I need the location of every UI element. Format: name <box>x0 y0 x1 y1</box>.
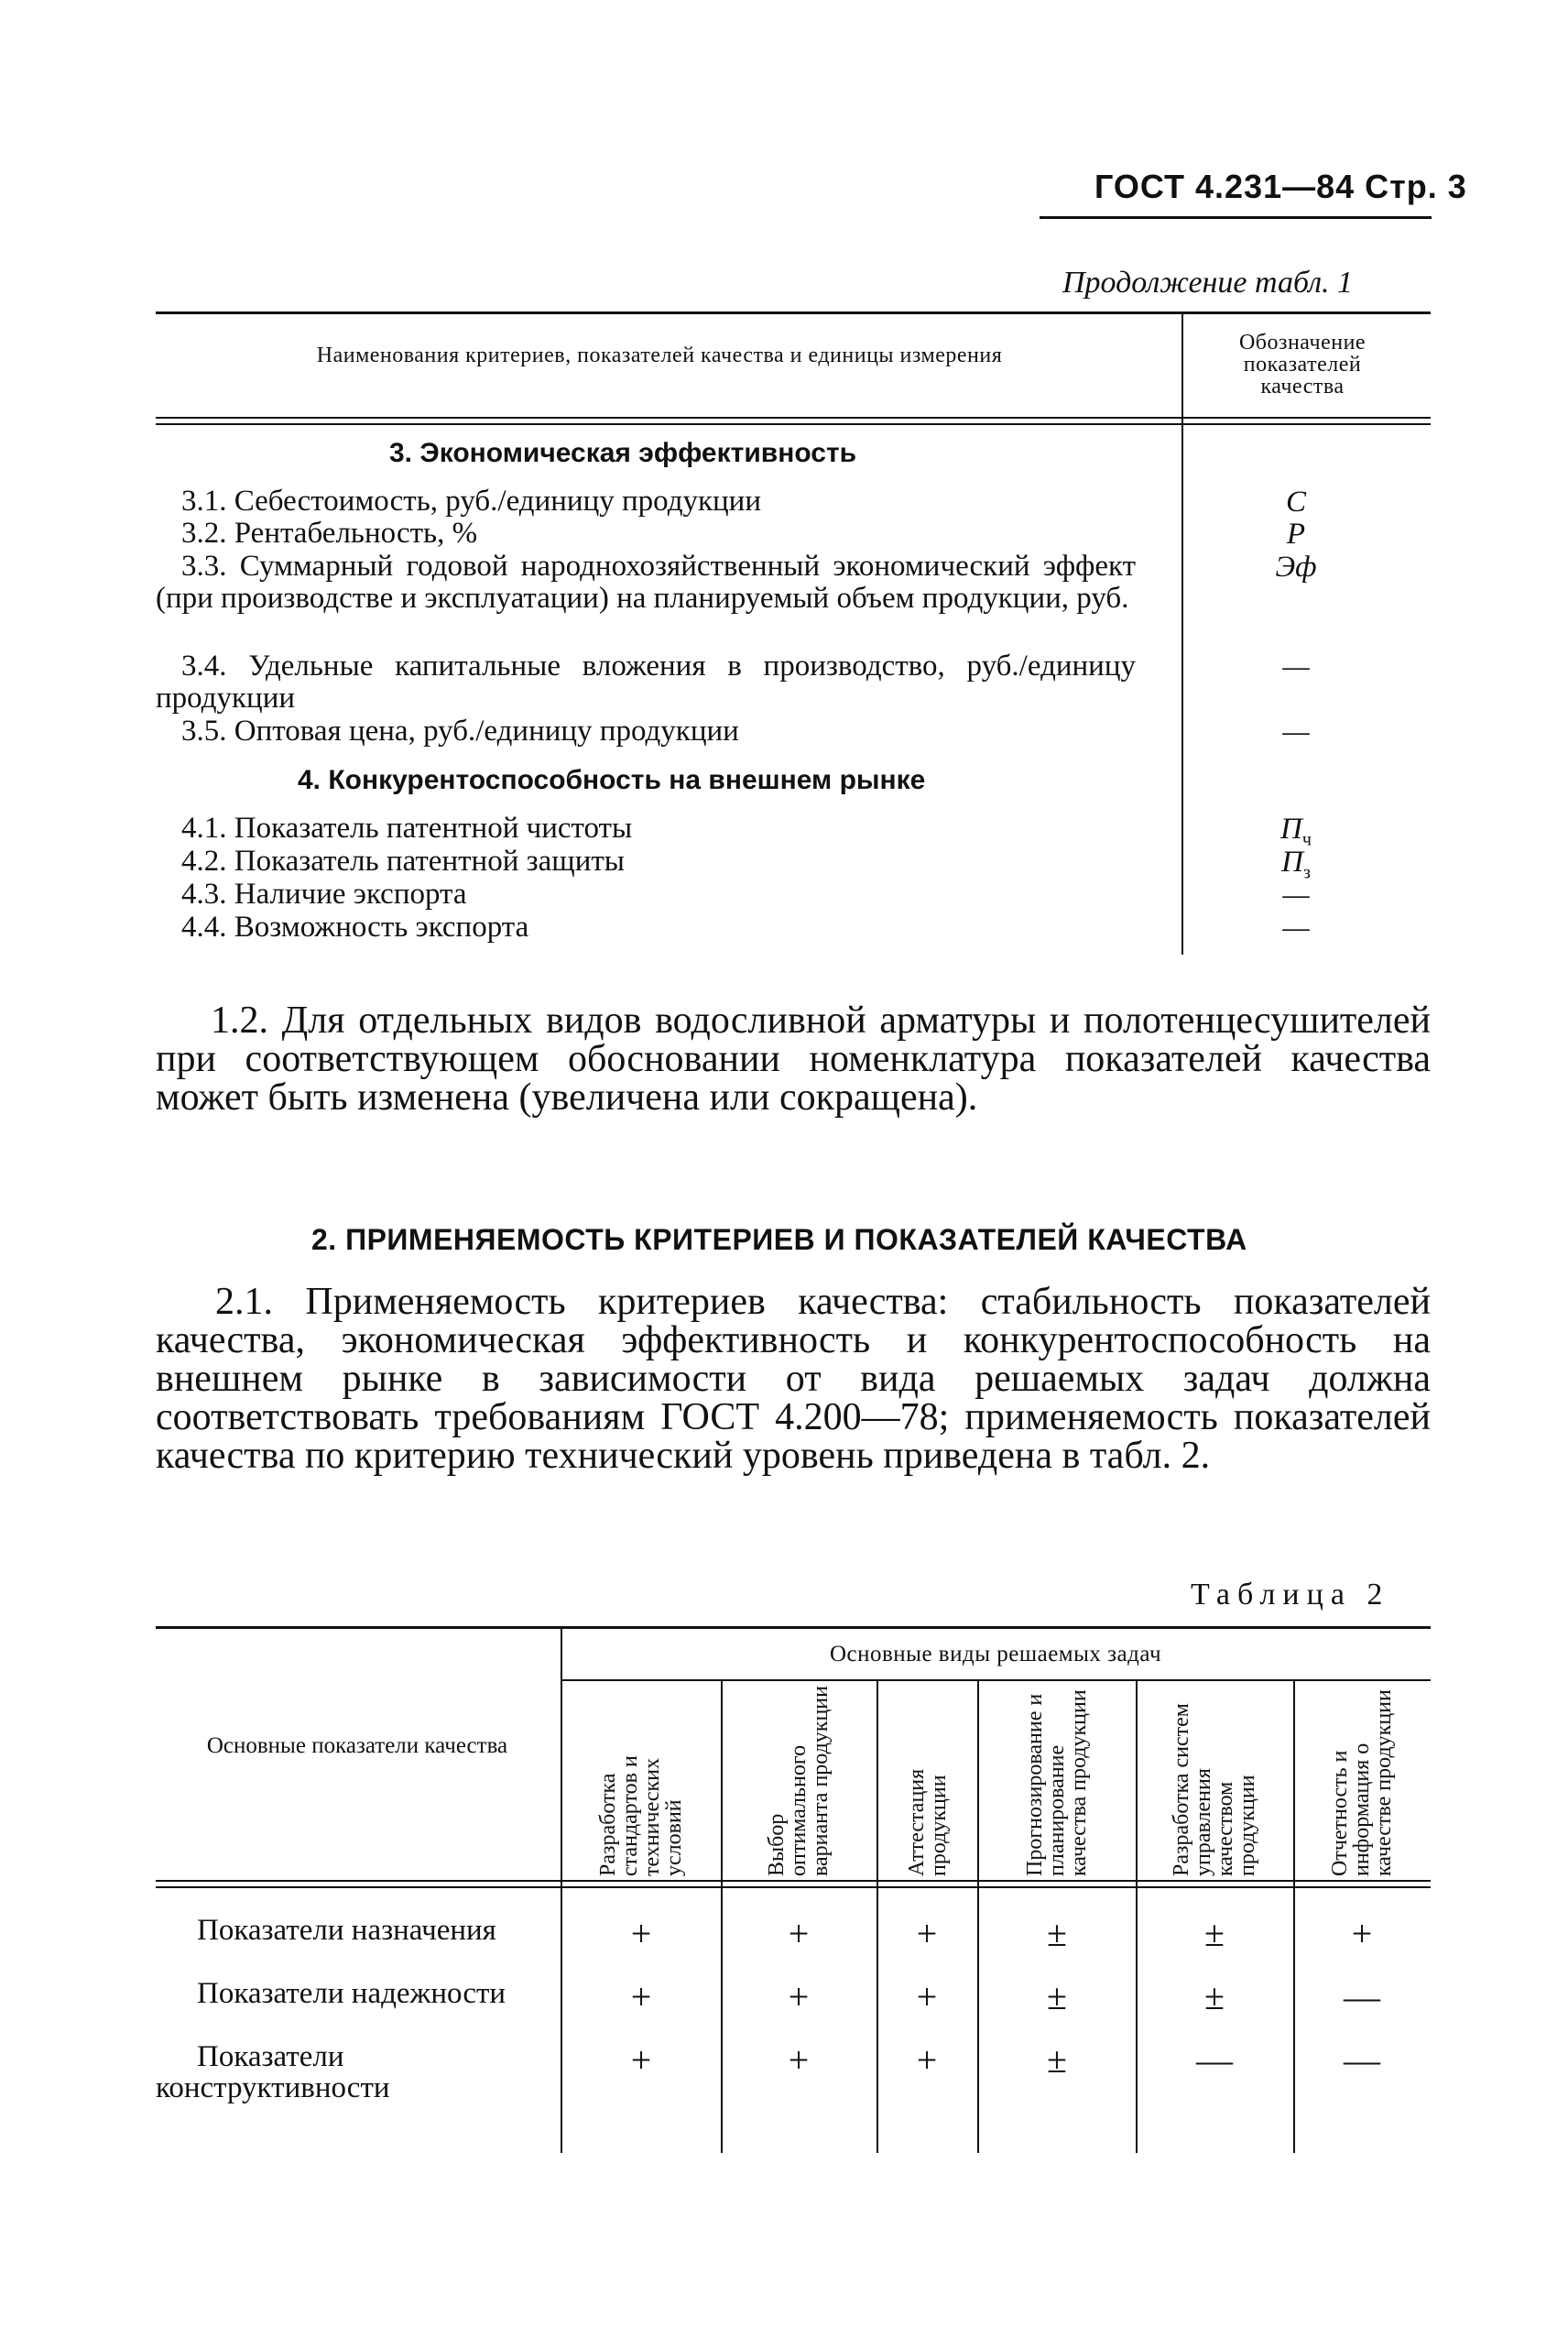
table1-row: 3.1. Себестоимость, руб./единицу продукции <box>181 485 761 518</box>
table2-caption: Таблица 2 <box>1191 1578 1390 1611</box>
table2-cell: — <box>1196 2039 1233 2081</box>
table1-row-code: Р <box>1286 518 1306 551</box>
table1-header-rule-a <box>156 417 1431 419</box>
table1-row-code: С <box>1285 486 1306 519</box>
table1-section-title: 4. Конкурентоспособность на внешнем рынке <box>298 765 926 795</box>
table2-column-header: Выбор оптимального варианта продукции <box>765 1686 833 1876</box>
header-rule <box>1040 216 1432 219</box>
table2-column-header: Разработка систем управления качеством продукции <box>1170 1703 1259 1876</box>
table1-row-code: — <box>1282 912 1310 945</box>
table1-col-code-header: Обозначение показателей качества <box>1238 331 1367 399</box>
table1-col-name-header: Наименования критериев, показателей качества и единицы измерения <box>316 344 1003 367</box>
paragraph-2-1: 2.1. Применяемость критериев качества: стабильность показателей качества, экономическая эффективность и конкурентоспособность на внешнем рынке в зависимости от вида решаемых задач должна соответствовать требованиям ГОСТ 4.200—78; применяемость показателей качества по критерию технический уровень приведена в табл. 2. <box>156 1281 1431 1477</box>
table1-row: 4.3. Наличие экспорта <box>181 878 467 911</box>
table1-row: 3.2. Рентабельность, % <box>181 517 478 550</box>
table-continuation-label: Продолжение табл. 1 <box>1062 266 1354 300</box>
table2-header-rule-b <box>156 1886 1431 1888</box>
table2-column-header: Разработка стандартов и технических условий <box>596 1755 686 1876</box>
table2-row-label: Показатели надежности <box>197 1977 506 2010</box>
table1-row: 4.2. Показатель патентной защиты <box>181 845 625 878</box>
table1-row: 3.3. Суммарный годовой народнохозяйственный экономический эффект (при производстве и эксплуатации) на планируемый объем продукции, руб. <box>156 550 1136 615</box>
table1-row: 4.4. Возможность экспорта <box>181 911 529 944</box>
table1-row: 3.4. Удельные капитальные вложения в производство, руб./единицу продукции <box>156 650 1136 715</box>
table2-cell: + <box>916 1976 938 2017</box>
table1-row-code: — <box>1282 879 1310 912</box>
table2-divider <box>721 1680 723 2153</box>
table2-column-header: Прогнозирование и планирование качества продукции <box>1023 1689 1091 1876</box>
table1-row: 3.5. Оптовая цена, руб./единицу продукции <box>181 715 739 748</box>
table2-cell: + <box>788 2039 810 2081</box>
section-2-title: 2. ПРИМЕНЯЕМОСТЬ КРИТЕРИЕВ И ПОКАЗАТЕЛЕЙ КАЧЕСТВА <box>311 1223 1247 1256</box>
table2-super-header: Основные виды решаемых задач <box>829 1642 1162 1666</box>
table2-divider <box>1136 1680 1138 2153</box>
table1-row-code: $П_з$ <box>1281 846 1311 883</box>
table2-divider <box>561 1628 562 2153</box>
table2-cell: ± <box>1204 1976 1225 2017</box>
table2-cell: ± <box>1047 1913 1067 1954</box>
table2-column-header: Отчетность и информация о качестве продукции <box>1328 1689 1396 1876</box>
table1-column-divider <box>1181 313 1183 955</box>
table2-cell: + <box>788 1976 810 2017</box>
table2-cell: + <box>630 1976 652 2017</box>
table2-divider <box>1293 1680 1295 2153</box>
table2-cell: ± <box>1047 1976 1067 2017</box>
table2-cell: — <box>1344 1976 1380 2017</box>
table2-super-header-rule <box>561 1679 1431 1681</box>
table2-cell: + <box>916 2039 938 2081</box>
table2-top-rule <box>156 1626 1431 1629</box>
table1-row-code: $П_ч$ <box>1280 813 1312 850</box>
table2-cell: + <box>1351 1913 1373 1954</box>
table1-row-code: — <box>1282 650 1310 683</box>
table1-row-code: — <box>1282 716 1310 748</box>
table1-row: 4.1. Показатель патентной чистоты <box>181 812 633 845</box>
table2-header-rule-a <box>156 1880 1431 1882</box>
table2-cell: + <box>916 1913 938 1954</box>
table2-cell: — <box>1344 2039 1380 2081</box>
table2-row-label: Показатели назначения <box>197 1914 496 1947</box>
table2-column-header: Аттестация продукции <box>905 1768 951 1876</box>
table1-row-code: Эф <box>1275 551 1317 584</box>
table2-left-header: Основные показатели качества <box>206 1733 508 1758</box>
document-header: ГОСТ 4.231—84 Стр. 3 <box>1094 168 1467 205</box>
table1-header-rule-b <box>156 423 1431 425</box>
table2-cell: ± <box>1047 2039 1067 2081</box>
table1-section-title: 3. Экономическая эффективность <box>389 438 857 468</box>
table2-cell: + <box>630 1913 652 1954</box>
paragraph-1-2: 1.2. Для отдельных видов водосливной арматуры и полотенцесушителей при соответствующем обосновании номенклатура показателей качества может быть изменена (увеличена или сокращена). <box>156 1000 1431 1119</box>
table2-cell: + <box>630 2039 652 2081</box>
table2-cell: ± <box>1204 1913 1225 1954</box>
table2-row-label: Показатели конструктивности <box>156 2040 390 2104</box>
table1-top-rule <box>156 311 1431 314</box>
table2-cell: + <box>788 1913 810 1954</box>
